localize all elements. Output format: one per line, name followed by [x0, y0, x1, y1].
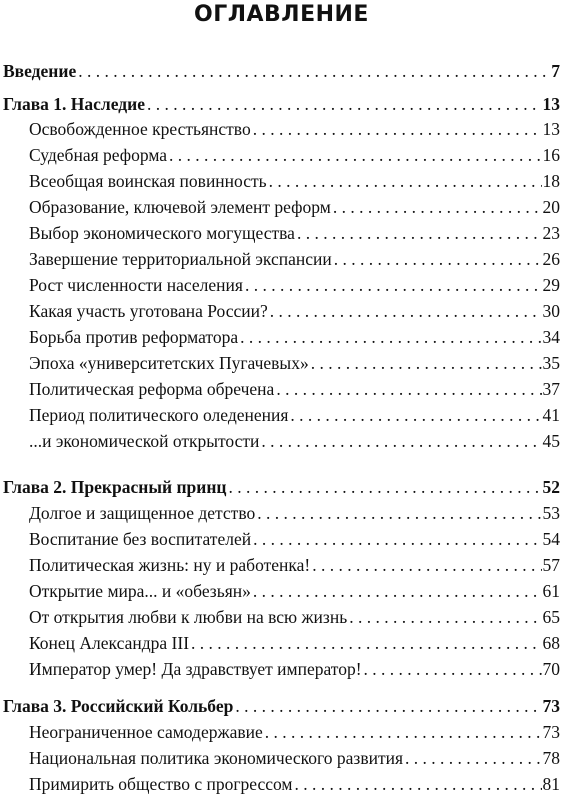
- toc-entry-label: Глава 3. Российский Кольбер: [3, 696, 234, 716]
- toc-section-entry: [29, 376, 560, 402]
- toc-entry-page-number: 13: [542, 119, 560, 139]
- toc-section-entry: [29, 272, 560, 298]
- toc-entry-page-number: 16: [542, 145, 560, 165]
- toc-entry-label: Национальная политика экономического развития: [29, 748, 404, 768]
- toc-entry-page-number: 57: [542, 555, 560, 575]
- toc-entry-label: От открытия любви к любви на всю жизнь: [29, 607, 348, 627]
- dot-leader: [191, 630, 541, 656]
- toc-entry-label: Глава 2. Прекрасный принц: [3, 477, 227, 497]
- toc-entry-label: Воспитание без воспитателей: [29, 529, 252, 549]
- toc-section-entry: [29, 324, 560, 350]
- dot-leader: [334, 246, 542, 272]
- toc-entry-page-number: 34: [542, 327, 560, 347]
- toc-entry-page-number: 45: [542, 431, 560, 451]
- toc-section-entry: [29, 500, 560, 526]
- toc-section-entry: [29, 428, 560, 454]
- toc-entry-page-number: 23: [542, 223, 560, 243]
- toc-entry-page-number: 78: [542, 748, 560, 768]
- toc-entry-label: Долгое и защищенное детство: [29, 503, 256, 523]
- dot-leader: [364, 656, 542, 682]
- toc-section-entry: [29, 168, 560, 194]
- dot-leader: [78, 58, 550, 84]
- toc-entry-page-number: 68: [542, 633, 560, 653]
- toc-entry-page-number: 7: [551, 61, 560, 81]
- dot-leader: [269, 168, 542, 194]
- toc-entry-label: Неограниченное самодержавие: [29, 722, 263, 742]
- toc-section-entry: [29, 526, 560, 552]
- toc-entry-label: Эпоха «университетских Пугачевых»: [29, 353, 309, 373]
- toc-entry-page-number: 61: [542, 581, 560, 601]
- toc-section-entry: [29, 719, 560, 745]
- dot-leader: [235, 693, 541, 719]
- toc-section-entry: [29, 246, 560, 272]
- toc-entry-label: Конец Александра III: [29, 633, 190, 653]
- dot-leader: [261, 428, 541, 454]
- toc-entry-label: Выбор экономического могущества: [29, 223, 295, 243]
- toc-section-entry: [29, 578, 560, 604]
- dot-leader: [312, 552, 541, 578]
- toc-entry-label: Период политического оледенения: [29, 405, 289, 425]
- toc-entry-page-number: 30: [542, 301, 560, 321]
- toc-entry-page-number: 81: [542, 774, 560, 794]
- toc-entry-label: Политическая реформа обречена: [29, 379, 275, 399]
- toc-section-entry: [29, 552, 560, 578]
- toc-section-entry: [29, 604, 560, 630]
- toc-chapter-entry: [3, 58, 560, 84]
- toc-entry-page-number: 20: [542, 197, 560, 217]
- toc-section-entry: [29, 220, 560, 246]
- toc-section-entry: [29, 771, 560, 797]
- dot-leader: [257, 500, 541, 526]
- dot-leader: [349, 604, 541, 630]
- toc-entry-page-number: 54: [542, 529, 560, 549]
- toc-entry-page-number: 41: [542, 405, 560, 425]
- toc-section-entry: [29, 298, 560, 324]
- dot-leader: [240, 324, 541, 350]
- toc-entry-label: Завершение территориальной экспансии: [29, 249, 332, 269]
- toc-entry-label: Политическая жизнь: ну и работенка!: [29, 555, 311, 575]
- toc-section-entry: [29, 142, 560, 168]
- toc-entry-page-number: 29: [542, 275, 560, 295]
- dot-leader: [297, 220, 542, 246]
- toc-entry-page-number: 37: [542, 379, 560, 399]
- toc-entry-page-number: 73: [542, 696, 560, 716]
- toc-section-entry: [29, 194, 560, 220]
- toc-entry-label: Какая участь уготована России?: [29, 301, 268, 321]
- dot-leader: [265, 719, 542, 745]
- toc-chapter-entry: [3, 693, 560, 719]
- toc-entry-label: Открытие мира... и «обезьян»: [29, 581, 251, 601]
- toc-entry-page-number: 53: [542, 503, 560, 523]
- dot-leader: [229, 474, 542, 500]
- toc-entry-label: Введение: [3, 61, 77, 81]
- dot-leader: [295, 771, 542, 797]
- toc-section-entry: [29, 350, 560, 376]
- toc-entry-page-number: 35: [542, 353, 560, 373]
- toc-entry-page-number: 18: [542, 171, 560, 191]
- toc-entry-label: Освобожденное крестьянство: [29, 119, 251, 139]
- dot-leader: [253, 526, 541, 552]
- dot-leader: [311, 350, 542, 376]
- toc-entry-label: Борьба против реформатора: [29, 327, 239, 347]
- toc-heading: ОГЛАВЛЕНИЕ: [194, 2, 369, 27]
- toc-entry-page-number: 65: [542, 607, 560, 627]
- dot-leader: [333, 194, 542, 220]
- toc-entry-label: ...и экономической открытости: [29, 431, 260, 451]
- toc-section-entry: [29, 656, 560, 682]
- toc-entry-label: Судебная реформа: [29, 145, 168, 165]
- toc-section-entry: [29, 116, 560, 142]
- dot-leader: [405, 745, 541, 771]
- toc-entry-label: Всеобщая воинская повинность: [29, 171, 267, 191]
- dot-leader: [245, 272, 542, 298]
- toc-entry-label: Образование, ключевой элемент реформ: [29, 197, 331, 217]
- toc-section-entry: [29, 630, 560, 656]
- dot-leader: [147, 91, 542, 117]
- toc-entry-page-number: 52: [542, 477, 560, 497]
- toc-section-entry: [29, 745, 560, 771]
- toc-chapter-entry: [3, 474, 560, 500]
- toc-entry-label: Примирить общество с прогрессом: [29, 774, 293, 794]
- toc-entry-page-number: 73: [542, 722, 560, 742]
- toc-entry-label: Рост численности населения: [29, 275, 243, 295]
- toc-chapter-entry: [3, 91, 560, 117]
- toc-entry-label: Глава 1. Наследие: [3, 94, 145, 114]
- dot-leader: [276, 376, 541, 402]
- dot-leader: [270, 298, 542, 324]
- toc-section-entry: [29, 402, 560, 428]
- dot-leader: [169, 142, 541, 168]
- toc-entry-page-number: 13: [542, 94, 560, 114]
- dot-leader: [290, 402, 541, 428]
- toc-entry-page-number: 26: [542, 249, 560, 269]
- dot-leader: [253, 116, 542, 142]
- toc-entry-page-number: 70: [542, 659, 560, 679]
- toc-entry-label: Император умер! Да здравствует император!: [29, 659, 362, 679]
- dot-leader: [253, 578, 542, 604]
